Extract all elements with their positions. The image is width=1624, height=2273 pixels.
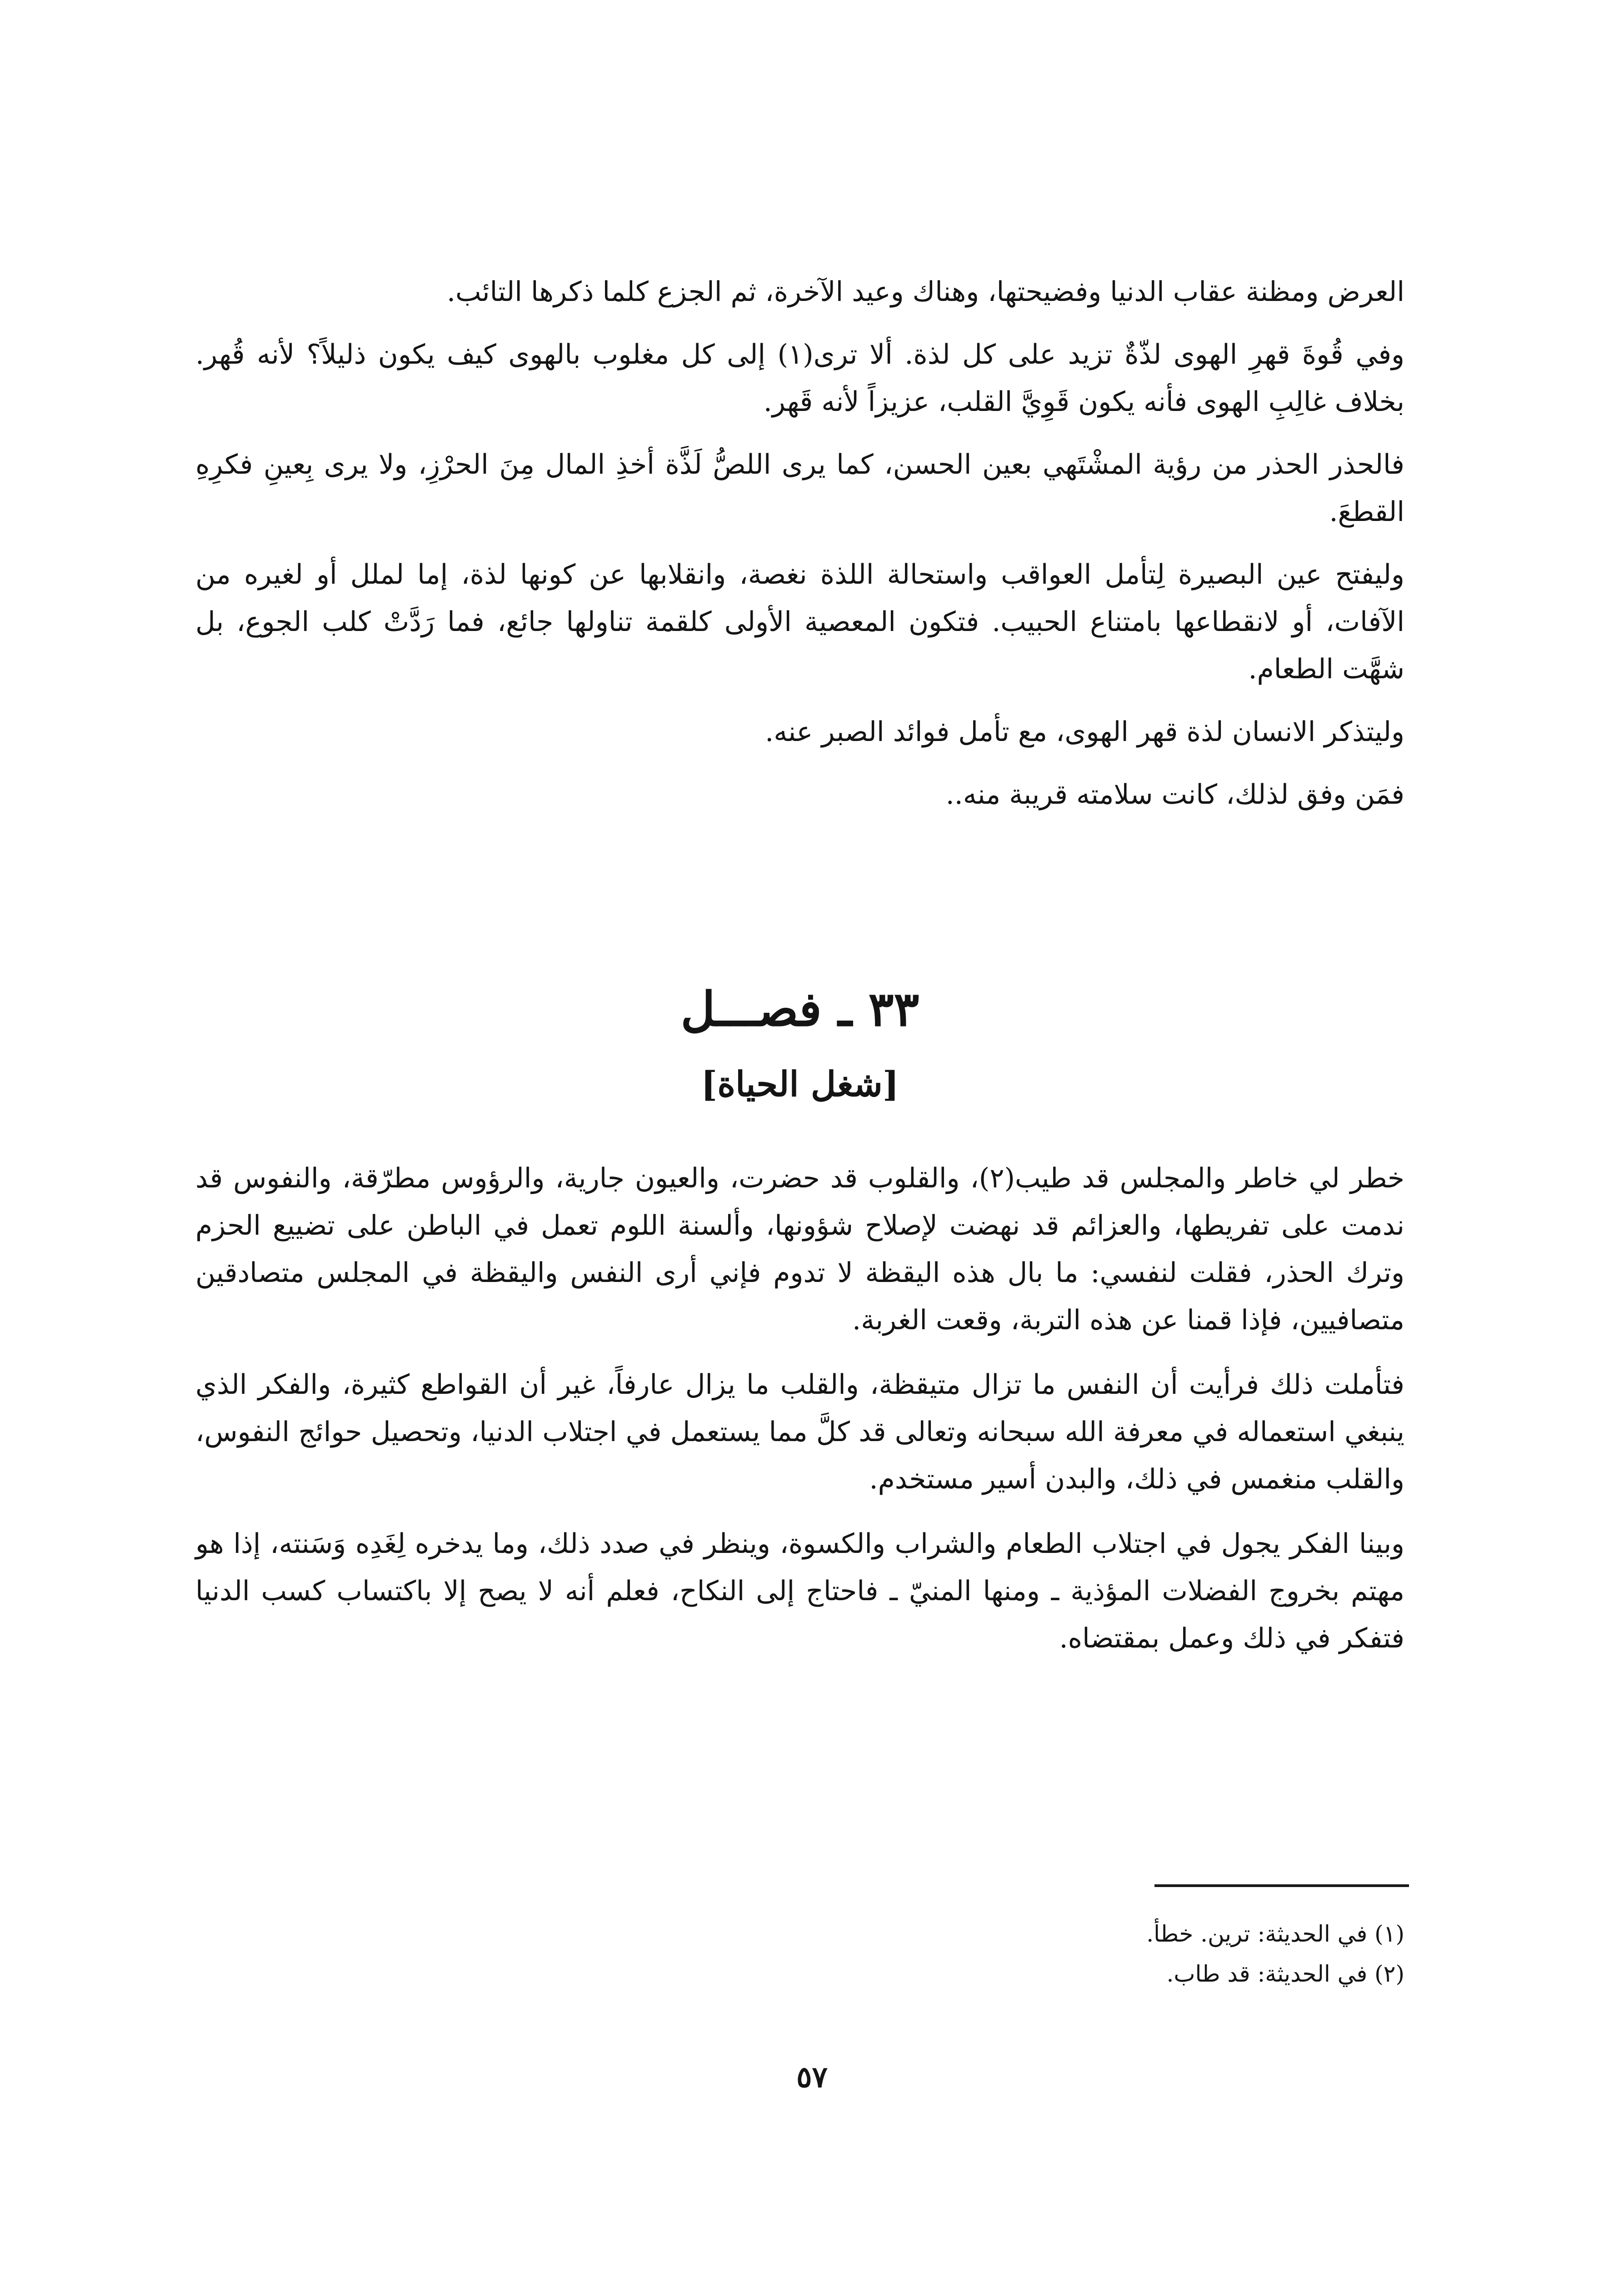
paragraph-6: فمَن وفق لذلك، كانت سلامته قريبة منه.. bbox=[945, 779, 1404, 811]
footnote-1: (١) في الحديثة: ترين. خطأ. bbox=[1146, 1921, 1404, 1947]
footnote-divider bbox=[1154, 1884, 1409, 1887]
paragraph-2: وفي قُوةَ قهرِ الهوى لذّةٌ تزيد على كل لذة. ألا ترى(١) إلى كل مغلوب بالهوى كيف يكون ذليلاً؟ لأنه قُهر. بخلاف غالِبِ الهوى فأنه يكون قَوِيَّ القلب، عزيزاً لأنه قَهر. bbox=[195, 339, 1404, 418]
section-title: ٣٣ ـ فصـــل bbox=[680, 981, 919, 1037]
top-text-block bbox=[195, 268, 1404, 818]
page-number: ٥٧ bbox=[796, 2060, 828, 2094]
bottom-text-block bbox=[195, 1155, 1404, 1662]
paragraph-4: وليفتح عين البصيرة لِتأمل العواقب واستحالة اللذة نغصة، وانقلابها عن كونها لذة، إما لملل أو لغيره من الآفات، أو لانقطاعها بامتناع الحبيب. فتكون المعصية الأولى كلقمة تناولها جائع، فما رَدَّتْ كلب الجوع، بل شهَّت الطعام. bbox=[195, 559, 1404, 685]
paragraph-9: وبينا الفكر يجول في اجتلاب الطعام والشراب والكسوة، وينظر في صدد ذلك، وما يدخره لِغَدِه وَسَنته، إذا هو مهتم بخروج الفضلات المؤذية ـ ومنها المنيّ ـ فاحتاج إلى النكاح، فعلم أنه لا يصح إلا باكتساب كسب الدنيا فتفكر في ذلك وعمل بمقتضاه. bbox=[195, 1528, 1405, 1654]
paragraph-3: فالحذر الحذر من رؤية المشْتَهي بعين الحسن، كما يرى اللصُّ لَذَّة أخذِ المال مِنَ الحرْزِ، ولا يرى بِعينِ فكرِهِ القطعَ. bbox=[195, 449, 1404, 528]
paragraph-5: وليتذكر الانسان لذة قهر الهوى، مع تأمل فوائد الصبر عنه. bbox=[765, 716, 1404, 748]
paragraph-1: العرض ومظنة عقاب الدنيا وفضيحتها، وهناك وعيد الآخرة، ثم الجزع كلما ذكرها التائب. bbox=[446, 276, 1404, 308]
footnotes bbox=[195, 1914, 1404, 1994]
footnote-2: (٢) في الحديثة: قد طاب. bbox=[1166, 1961, 1404, 1987]
section-subtitle: [شغل الحياة] bbox=[701, 1064, 899, 1104]
paragraph-8: فتأملت ذلك فرأيت أن النفس ما تزال متيقظة، والقلب ما يزال عارفاً، غير أن القواطع كثيرة، والفكر الذي ينبغي استعماله في معرفة الله سبحانه وتعالى قد كلَّ مما يستعمل في اجتلاب الدنيا، وتحصيل حوائج النفوس، والقلب منغمس في ذلك، والبدن أسير مستخدم. bbox=[195, 1369, 1404, 1495]
paragraph-7: خطر لي خاطر والمجلس قد طيب(٢)، والقلوب قد حضرت، والعيون جارية، والرؤوس مطرّقة، والنفوس قد ندمت على تفريطها، والعزائم قد نهضت لإصلاح شؤونها، وألسنة اللوم تعمل في الباطن على تضييع الحزم وترك الحذر، فقلت لنفسي: ما بال هذه اليقظة لا تدوم فإني أرى النفس واليقظة في المجلس متصادقين متصافيين، فإذا قمنا عن هذه التربة، وقعت الغربة. bbox=[195, 1162, 1405, 1336]
